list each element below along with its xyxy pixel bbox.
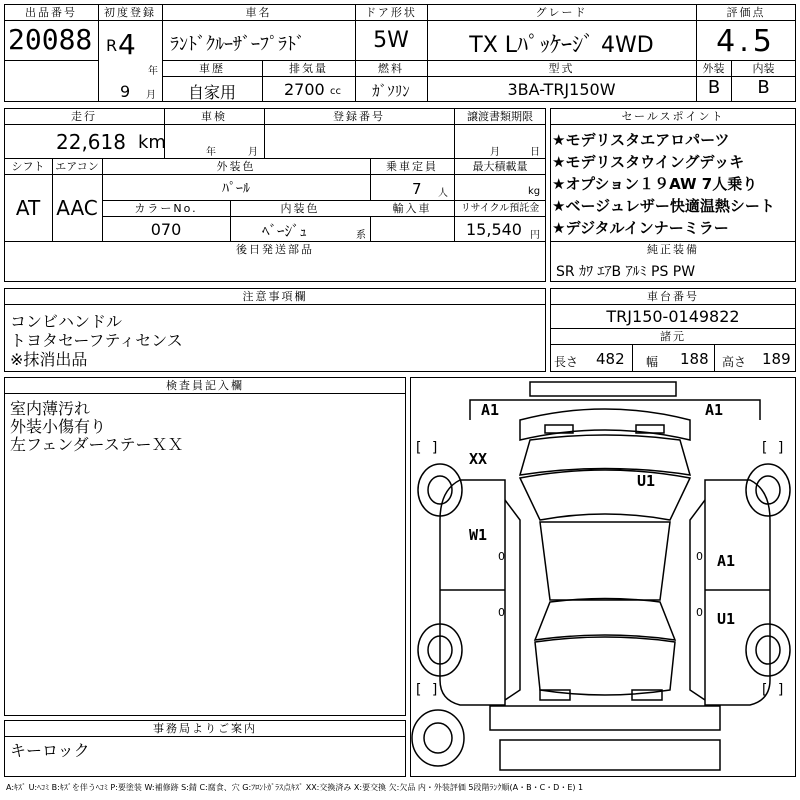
door-handle-mark-2: 0 [498,606,505,619]
later-parts-label: 後日発送部品 [5,242,545,257]
note-line-2: トヨタセーフティセンス [10,331,183,350]
lot-number: 20088 [8,23,93,56]
ac-label: エアコン [53,159,101,174]
car-name: ﾗﾝﾄﾞｸﾙｰｻﾞｰﾌﾟﾗﾄﾞ [170,34,305,55]
note-line-3: ※抹消出品 [10,350,88,369]
sales-point-3: ★オプション１９AW 7人乗り [552,175,758,193]
lot-label: 出品番号 [5,5,97,20]
sales-point-4: ★ベージュレザー快適温熱シート [552,197,775,215]
damage-u1-side: U1 [717,610,736,628]
shift-label: シフト [5,159,51,174]
car-diagram-block [410,377,796,777]
mileage-label: 走行 [5,109,163,124]
displacement: 2700 [284,80,325,99]
door-handle-mark-3: 0 [696,550,703,563]
damage-a1-side: A1 [717,552,736,570]
bracket-left-2: [ ] [414,682,440,698]
recycle-label: リサイクル預託金 [455,201,545,216]
int-label: 内装 [732,61,795,76]
height-label: 高さ [722,355,747,369]
inspection-year-unit: 年 [206,147,216,158]
bracket-right-1: [ ] [760,440,786,456]
door-handle-mark-1: 0 [498,550,505,563]
transfer-day-unit: 日 [530,147,540,158]
chassis-label: 車台番号 [551,289,795,304]
color-no-label: カラーNo. [103,201,229,216]
office-note: キーロック [10,741,90,760]
equipment: SR ｶﾜ ｴｱB ｱﾙﾐ PS PW [556,264,696,280]
equipment-label: 純正装備 [551,242,795,257]
recycle: 15,540 [466,220,522,239]
bracket-left-1: [ ] [414,440,440,456]
shift: AT [15,196,41,220]
ac: AAC [56,196,98,220]
month-unit: 月 [146,90,156,101]
legend: A:ｷｽﾞ U:ﾍｺﾐ B:ｷｽﾞを伴うﾍｺﾐ P:要塗装 W:補修跡 S:錆 C:腐食、穴 G:ﾌﾛﾝﾄｶﾞﾗｽ点ｷｽﾞ XX:交換済み X:要交換 欠:欠品 内・外装評価 5段階ﾗﾝｸ順(A・B・C・D・E) 1 [6,783,584,792]
grade-label: グレード [428,5,695,20]
inspection-label: 車検 [165,109,263,124]
mileage-unit: km [138,132,166,153]
inspector-line-3: 左フェンダーステーＸＸ [10,435,184,454]
door-label: ドア形状 [356,5,426,20]
capacity: 7 [412,180,422,198]
width-label: 幅 [646,355,659,369]
first-reg-label: 初度登録 [99,5,161,20]
reg-month: 9 [120,82,131,101]
width: 188 [680,350,709,368]
model-label: 型式 [428,61,695,76]
color: ﾊﾟｰﾙ [222,181,250,197]
ext-label: 外装 [697,61,730,76]
load-label: 最大積載量 [455,159,545,174]
capacity-unit: 人 [438,188,448,199]
year-unit: 年 [148,66,158,77]
mileage: 22,618 [56,130,126,154]
car-name-label: 車名 [163,5,354,20]
color-label: 外装色 [103,159,369,174]
displacement-unit: cc [330,86,341,97]
office-label: 事務局よりご案内 [5,721,405,736]
sales-point-1: ★モデリスタエアロパーツ [552,131,730,149]
damage-a1-front-left: A1 [481,401,500,419]
damage-u1-hood: U1 [637,472,656,490]
int-grade: B [757,77,770,98]
displacement-label: 排気量 [263,61,354,76]
dims-label: 諸元 [551,329,795,344]
score-label: 評価点 [697,5,795,20]
fuel-label: 燃料 [356,61,426,76]
capacity-label: 乗車定員 [371,159,453,174]
grade: TX Lﾊﾟｯｹｰｼﾞ 4WD [469,33,654,58]
sales-label: セールスポイント [551,109,795,124]
transfer-label: 譲渡書類期限 [455,109,545,124]
regno-label: 登録番号 [265,109,453,124]
sales-point-5: ★デジタルインナーミラー [552,219,729,237]
import-label: 輸入車 [371,201,453,216]
damage-xx-fender: XX [469,450,488,468]
int-color-unit: 系 [356,230,366,241]
length-label: 長さ [554,355,579,369]
transfer-month-unit: 月 [490,147,500,158]
inspector-label: 検査員記入欄 [5,378,405,393]
bracket-right-2: [ ] [760,682,786,698]
history: 自家用 [187,83,236,102]
sales-point-2: ★モデリスタウイングデッキ [552,153,745,171]
recycle-unit: 円 [530,230,540,241]
score: 4.5 [716,24,776,59]
fuel: ｶﾞｿﾘﾝ [372,82,410,100]
ext-grade: B [707,77,721,98]
int-color-label: 内装色 [231,201,369,216]
inspector-line-1: 室内薄汚れ [10,399,91,418]
history-label: 車歴 [163,61,261,76]
door-handle-mark-4: 0 [696,606,703,619]
chassis-number: TRJ150-0149822 [606,307,740,326]
inspection-month-unit: 月 [248,147,258,158]
length: 482 [596,350,625,368]
reg-year: 4 [118,28,136,61]
notes-label: 注意事項欄 [5,289,545,304]
era: R [106,36,118,55]
height: 189 [762,350,791,368]
model: 3BA-TRJ150W [507,80,616,99]
color-no: 070 [150,220,182,239]
damage-w1-door: W1 [469,526,488,544]
inspector-line-2: 外装小傷有り [10,417,107,436]
note-line-1: コンビハンドル [10,312,123,331]
damage-a1-front-right: A1 [705,401,724,419]
door-type: 5W [373,28,409,53]
int-color: ﾍﾞｰｼﾞｭ [262,222,308,240]
load-unit: kg [528,186,541,197]
